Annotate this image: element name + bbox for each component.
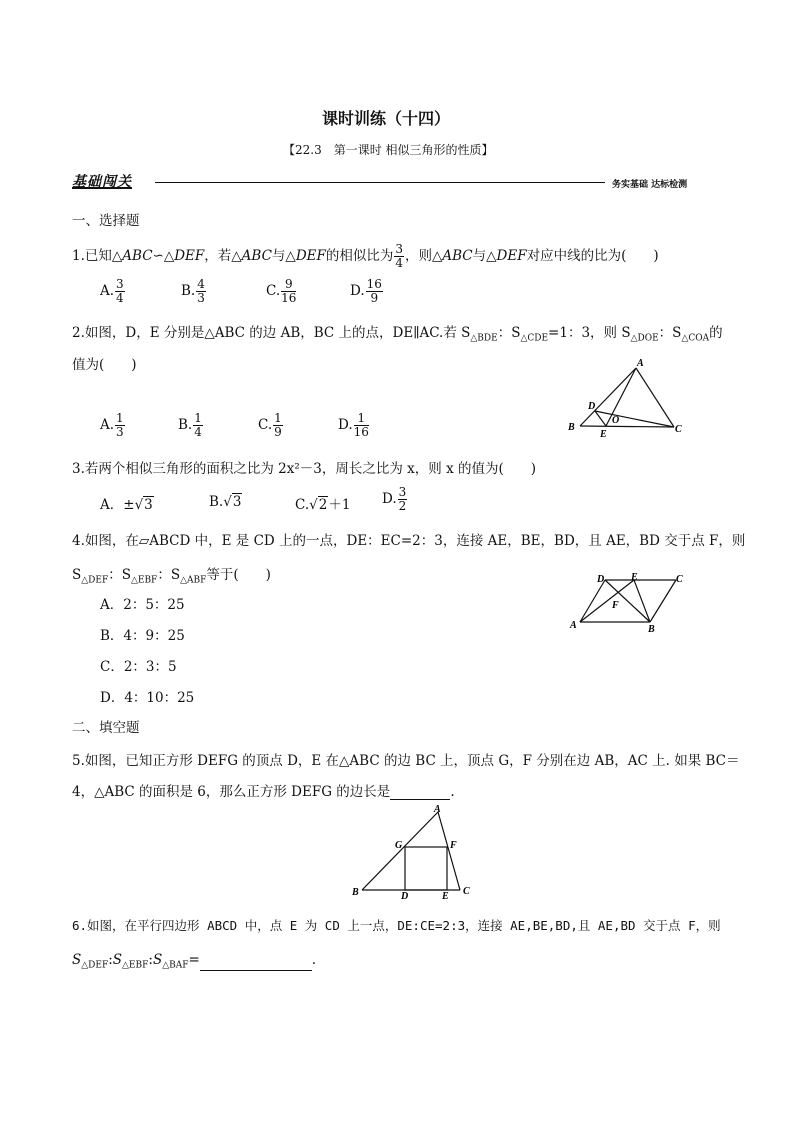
section-choice: 一、选择题 [72,213,140,229]
q4-label-f: F [612,600,619,611]
question-3: 3.若两个相似三角形的面积之比为 2x²－3，周长之比为 x，则 x 的值为( ) [72,461,537,477]
q5-edge-ab [362,812,438,890]
q4-edge-be [634,580,650,622]
q4-label-b: B [648,624,655,635]
q3-option-b[interactable]: B.√3 [209,494,242,510]
q2-label-o: O [612,415,620,426]
question-6-line2: $S_{\triangle DEF}:S_{\triangle EBF}:S_{\triangle BAF}=$ . [72,952,317,971]
q4-edge-ae [580,580,634,622]
q4-label-d: D [597,574,605,585]
q2-option-d[interactable]: D. $\frac{1}{16}$ [338,411,369,439]
q5-label-d: D [401,891,409,900]
q4-option-b[interactable]: B．4：9：25 [100,628,185,644]
q5-label-f: F [450,840,457,851]
q1-option-d[interactable]: D. $\frac{16}{9}$ [350,277,382,305]
q5-label-c: C [463,886,470,897]
question-5-line1: 5.如图，已知正方形 DEFG 的顶点 D，E 在△ABC 的边 BC 上，顶点 G，F 分别在边 AB，AC 上. 如果 BC＝ [72,753,740,769]
q2-option-a[interactable]: A. $\frac{1}{3}$ [100,411,124,439]
q6-answer-blank[interactable] [200,958,312,971]
q3-option-a[interactable]: A．±√3 [100,497,153,513]
q4-option-c[interactable]: C．2：3：5 [100,659,177,675]
q2-label-d: D [588,401,596,412]
page-subtitle: 【22.3 第一课时 相似三角形的性质】 [283,143,494,157]
q5-edge-ac [438,812,460,890]
section-fill: 二、填空题 [72,720,140,736]
question-2-line2: 值为( ) [72,357,137,373]
q2-option-c[interactable]: C. $\frac{1}{9}$ [258,411,282,439]
q4-label-a: A [570,620,577,631]
q2-figure [562,356,692,440]
q5-label-e: E [442,891,449,900]
q5-answer-blank[interactable] [390,787,450,800]
q2-label-c: C [675,424,682,435]
q1-option-a[interactable]: A. $\frac{3}{4}$ [100,277,124,305]
q4-edge-bc [650,580,676,622]
q3-option-c[interactable]: C.√2＋1 [295,497,351,513]
question-5-line2: 4，△ABC 的面积是 6，那么正方形 DEFG 的边长是 . [72,784,455,800]
question-4-line2: $S_{\triangle DEF}$：$S_{\triangle EBF}$：$S_{\triangle ABF}$等于( ) [72,567,271,586]
question-1: 1.已知△ABC∽△DEF，若△ABC与△DEF的相似比为 $\frac{3}{4}$ ，则△ABC与△DEF对应中线的比为( ) [72,242,659,270]
q5-label-a: A [434,804,441,815]
q1-option-b[interactable]: B. $\frac{4}{3}$ [181,277,205,305]
section-band-label: 基础闯关 [72,174,132,190]
q4-option-d[interactable]: D．4：10：25 [100,690,195,706]
q2-edge-ae [606,368,636,426]
q3-option-d[interactable]: D. $\frac{3}{2}$ [382,485,407,513]
q4-option-a[interactable]: A．2：5：25 [100,597,185,613]
q2-option-b[interactable]: B. $\frac{1}{4}$ [178,411,202,439]
q4-edge-ad [580,580,605,622]
section-band-right: 务实基础 达标检测 [612,180,688,190]
question-4-line1: 4.如图，在▱ABCD 中，E 是 CD 上的一点，DE：EC=2：3，连接 AE，BE，BD，且 AE，BD 交于点 F，则 [72,533,746,549]
q5-square-defg [405,847,447,890]
question-2-line1: 2.如图，D，E 分别是△ABC 的边 AB，BC 上的点，DE∥AC.若 $S_{\triangle BDE}$：$S_{\triangle CDE}=1$：3，则 $S_{\triangle DOE}$：$S_{\triangle COA}$的 [72,325,723,344]
q2-label-e: E [600,429,607,440]
q4-label-e: E [631,572,638,583]
q2-label-b: B [568,422,575,433]
q4-figure [566,570,696,636]
q4-label-c: C [676,574,683,585]
page-title: 课时训练（十四） [322,109,451,128]
question-6-line1: 6.如图，在平行四边形 ABCD 中，点 E 为 CD 上一点，DE:CE=2:3，连接 AE,BE,BD,且 AE,BD 交于点 F，则 [72,918,721,933]
q2-label-a: A [637,358,644,369]
q5-figure [348,802,478,900]
q1-option-c[interactable]: C. $\frac{9}{16}$ [266,277,297,305]
q5-label-b: B [352,887,359,898]
q5-label-g: G [395,840,403,851]
q2-edge-bc [580,426,674,427]
q2-edge-ac [636,368,674,427]
section-band-rule [155,182,605,183]
